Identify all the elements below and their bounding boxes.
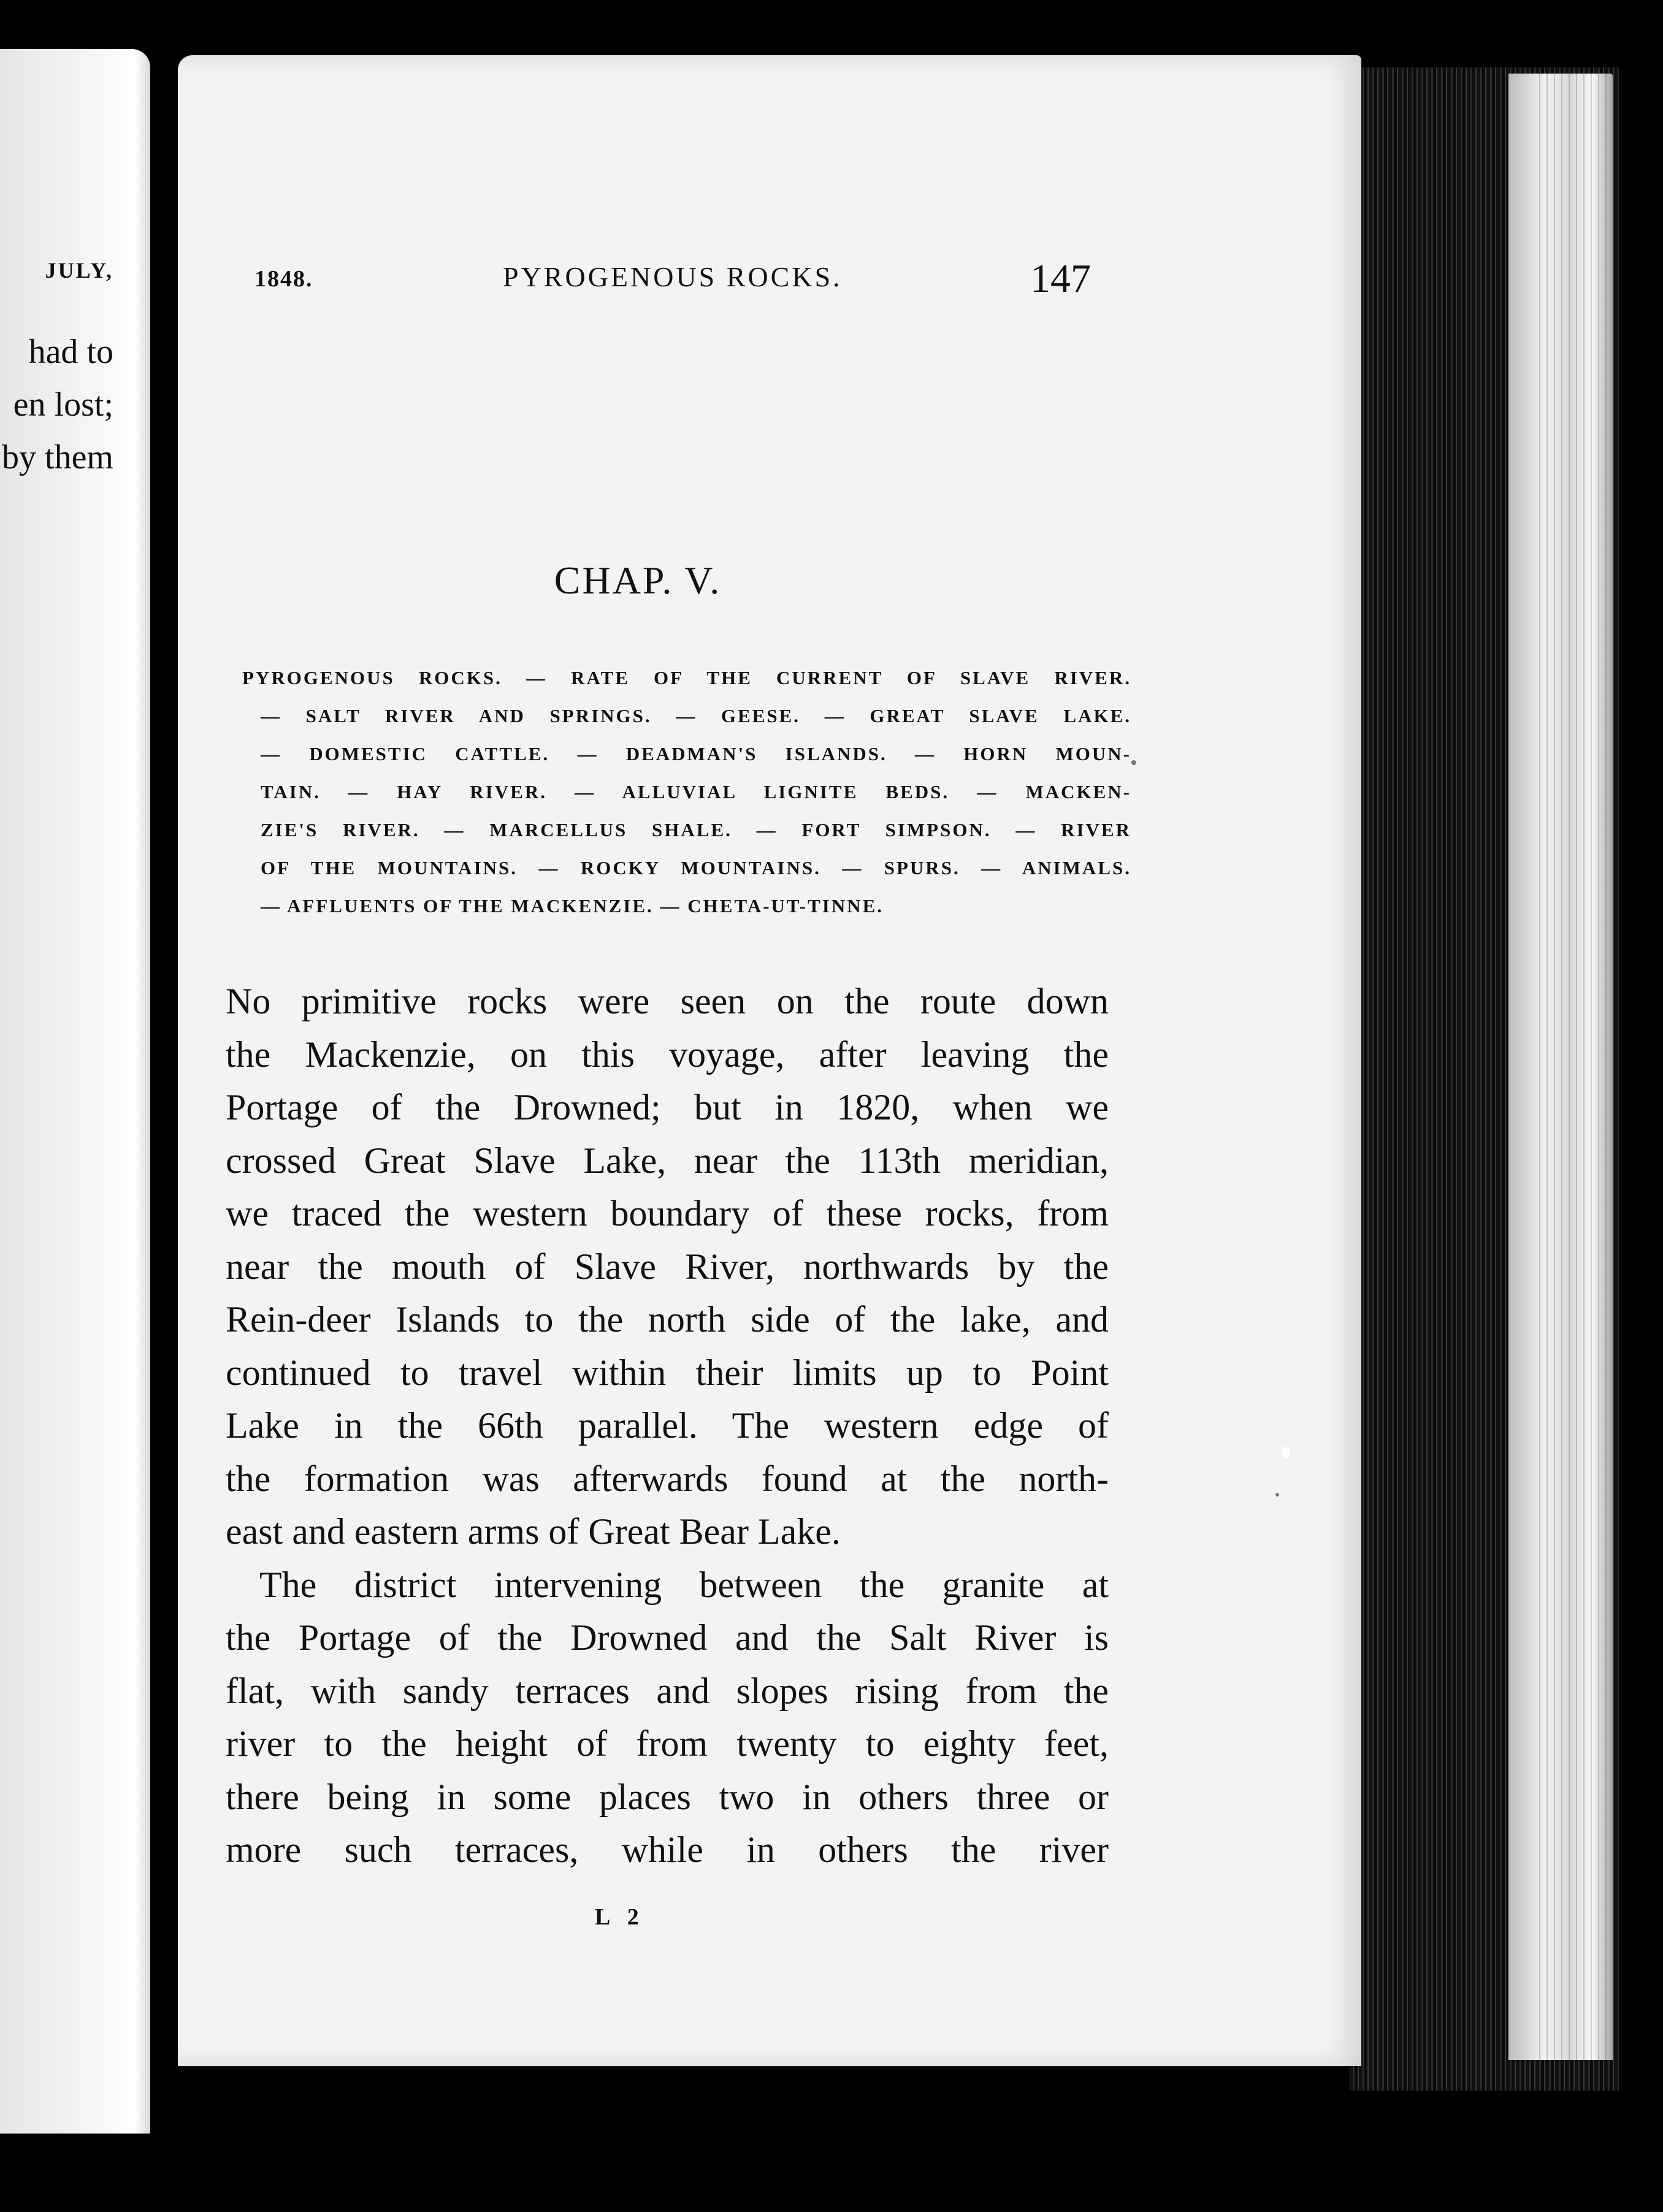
chapter-title: CHAP. V. [554,559,722,602]
paragraph-line: the formation was afterwards found at the north- [226,1458,1109,1499]
book-page [178,55,1361,2066]
chapter-summary-line: TAIN. — HAY RIVER. — ALLUVIAL LIGNITE BEDS. — MACKEN- [261,781,1131,803]
paragraph-line: Portage of the Drowned; but in 1820, when we [226,1087,1109,1127]
paragraph-line: Lake in the 66th parallel. The western edge of [226,1405,1109,1446]
previous-page-line: had to [28,333,113,371]
chapter-summary-line: — AFFLUENTS OF THE MACKENZIE. — CHETA-UT-TINNE. [261,895,884,917]
paragraph-line: river to the height of from twenty to eighty feet, [226,1723,1109,1764]
paper-speck [1131,760,1136,765]
chapter-summary-line: PYROGENOUS ROCKS. — RATE OF THE CURRENT OF SLAVE RIVER. [242,667,1131,688]
previous-page-running-head: JULY, [45,258,113,283]
paragraph-line: east and eastern arms of Great Bear Lake. [226,1511,841,1552]
chapter-summary-line: ZIE'S RIVER. — MARCELLUS SHALE. — FORT SIMPSON. — RIVER [261,819,1131,841]
chapter-summary-line: — SALT RIVER AND SPRINGS. — GEESE. — GREAT SLAVE LAKE. [261,705,1131,727]
paper-speck [1282,1447,1290,1458]
previous-page-line: en lost; [13,386,113,424]
paragraph-line: there being in some places two in others three or [226,1776,1109,1817]
paragraph-line: crossed Great Slave Lake, near the 113th meridian, [226,1140,1109,1181]
paragraph-line: Rein-deer Islands to the north side of the lake, and [226,1299,1109,1340]
book-page-edges [1533,74,1607,2060]
chapter-summary-line: OF THE MOUNTAINS. — ROCKY MOUNTAINS. — SPURS. — ANIMALS. [261,857,1131,879]
running-head-year: 1848. [254,266,313,292]
paragraph-line: continued to travel within their limits up to Point [226,1352,1109,1393]
paragraph-line: we traced the western boundary of these rocks, from [226,1193,1109,1234]
paragraph-line: near the mouth of Slave River, northwards by the [226,1246,1109,1287]
paper-speck [1275,1493,1279,1497]
paragraph-line: more such terraces, while in others the river [226,1829,1109,1870]
paragraph-line: The district intervening between the granite at [259,1564,1109,1605]
paragraph-line: the Portage of the Drowned and the Salt River is [226,1617,1109,1658]
chapter-summary [242,659,1131,925]
previous-page-line: by them [2,438,113,476]
paragraph-line: the Mackenzie, on this voyage, after leaving the [226,1034,1109,1075]
running-head [178,256,1361,310]
body-text [226,975,1109,1877]
previous-page-fragment [0,49,150,2134]
page-number: 147 [1030,256,1091,301]
signature-mark: L 2 [595,1904,645,1930]
paragraph-line: No primitive rocks were seen on the route down [226,981,1109,1021]
chapter-summary-line: — DOMESTIC CATTLE. — DEADMAN'S ISLANDS. — HORN MOUN- [261,743,1131,765]
running-head-title: PYROGENOUS ROCKS. [503,261,843,292]
paragraph-line: flat, with sandy terraces and slopes rising from the [226,1670,1109,1711]
